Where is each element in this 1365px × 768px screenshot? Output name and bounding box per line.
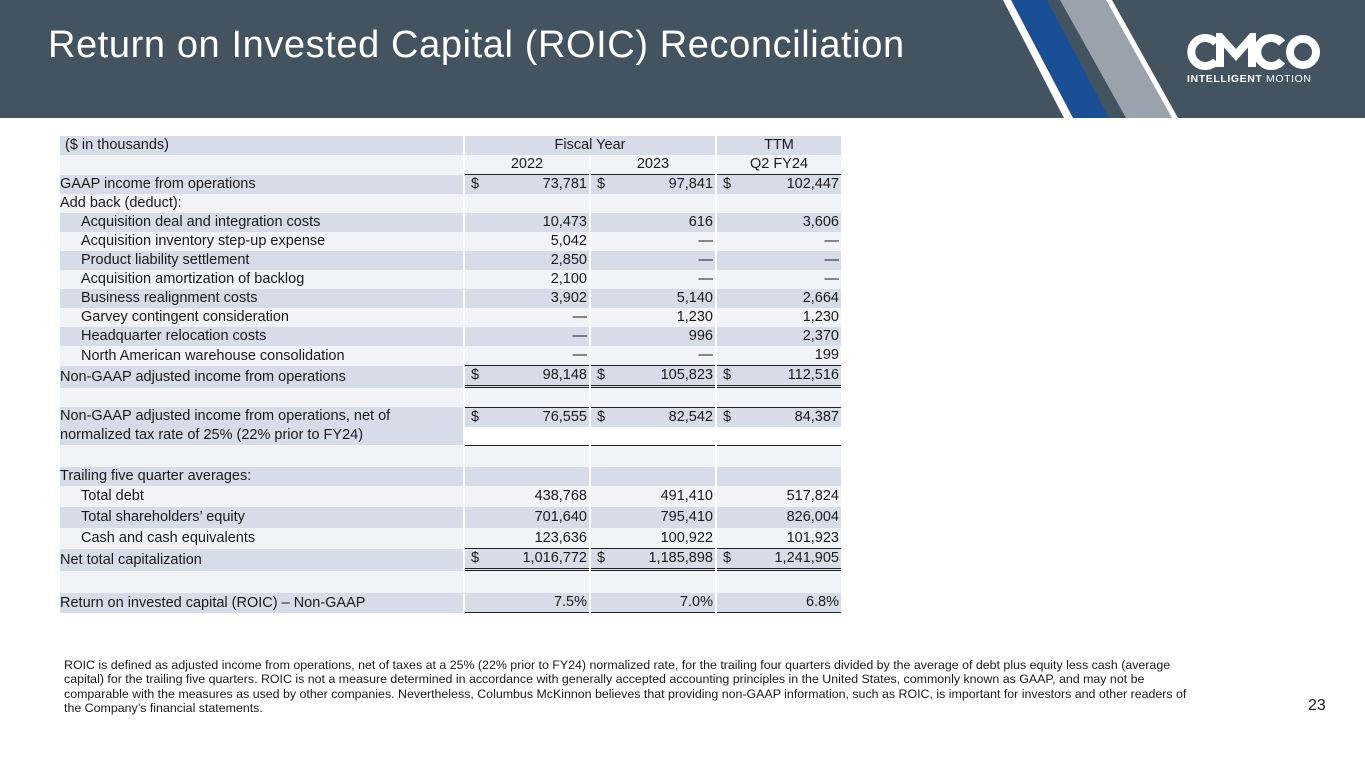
header-row-2 <box>60 155 841 175</box>
spacer-row <box>60 445 841 467</box>
roic-table <box>60 136 841 613</box>
page-number: 23 <box>1308 697 1326 714</box>
table-row: GAAP income from operations $ 73,781 $ 97,841 $ 102,447 <box>60 176 839 192</box>
col-header-2022: 2022 <box>465 155 589 175</box>
table-row-total: Net total capitalization $ 1,016,772 $ 1,185,898 $ 1,241,905 <box>60 549 841 571</box>
table-row: Add back (deduct): <box>60 194 841 213</box>
table-row-total: Non-GAAP adjusted income from operations $ 98,148 $ 105,823 $ 112,516 <box>60 366 841 388</box>
col-header-2023: 2023 <box>591 155 715 175</box>
spacer-row <box>60 571 841 593</box>
table-row: North American warehouse consolidation — — 199 <box>60 346 841 366</box>
table-row: Garvey contingent consideration — 1,230 1,230 <box>60 308 841 327</box>
roic-footnote: ROIC is defined as adjusted income from operations, net of taxes at a 25% (22% prior to FY24) normalized rate, for the trailing four quarters divided by the average of debt plus equity less cash (average capital) for the trailing five quarters. ROIC is not a measure determined in accordance with generally accepted accounting principles in the United States, commonly known as GAAP, and may not be comparable with the measures as used by other companies. Nevertheless, Columbus McKinnon believes that providing non-GAAP information, such as ROIC, is important for investors and other readers of the Company’s financial statements. <box>64 658 1187 716</box>
col-header-q2fy24: Q2 FY24 <box>717 155 841 175</box>
table-row: Product liability settlement 2,850 — — <box>60 251 841 270</box>
table-row: Acquisition amortization of backlog 2,100 — — <box>60 270 841 289</box>
table-row: Total debt 438,768 491,410 517,824 <box>60 486 841 507</box>
unit-note: ($ in thousands) <box>60 136 463 155</box>
table-row: Cash and cash equivalents 123,636 100,922 101,923 <box>60 528 841 549</box>
logo-tagline: INTELLIGENT MOTION <box>1187 73 1312 85</box>
page-title: Return on Invested Capital (ROIC) Reconciliation <box>48 24 905 66</box>
fiscal-year-header: Fiscal Year <box>465 136 715 155</box>
table-row-after-tax: Non-GAAP adjusted income from operations, net of normalized tax rate of 25% (22% prior to FY24) $ 76,555 $ 82,542 $ 84,387 <box>60 408 839 443</box>
table-row: Acquisition deal and integration costs 10,473 616 3,606 <box>60 213 841 232</box>
table-row: Total shareholders’ equity 701,640 795,410 826,004 <box>60 507 841 528</box>
table-row: Acquisition inventory step-up expense 5,042 — — <box>60 232 841 251</box>
decorative-stripes <box>0 0 1365 118</box>
spacer-row <box>60 388 841 407</box>
table-row: Trailing five quarter averages: <box>60 467 841 486</box>
header-row-1 <box>60 136 841 155</box>
logo-text: CMCO <box>1186 33 1190 34</box>
table-row-roic: Return on invested capital (ROIC) – Non-GAAP 7.5% 7.0% 6.8% <box>60 593 841 613</box>
ttm-header: TTM <box>717 136 841 155</box>
slide-header <box>0 0 1365 118</box>
cmco-logo-icon <box>1186 33 1322 71</box>
table-row: Headquarter relocation costs — 996 2,370 <box>60 327 841 346</box>
table-row: Business realignment costs 3,902 5,140 2,664 <box>60 289 841 308</box>
